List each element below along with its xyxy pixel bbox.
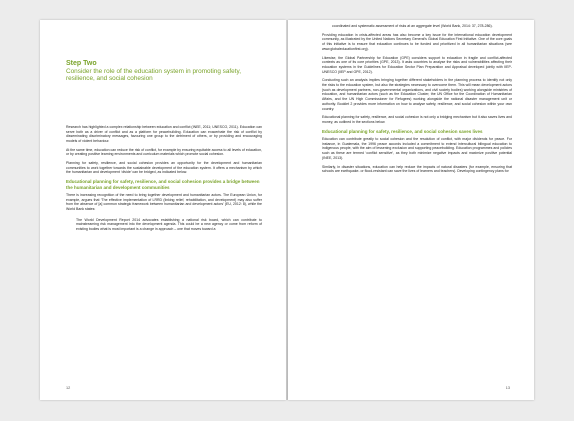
paragraph: Research has highlighted a complex relationship between education and conflict (INEE, 2011; UNESCO, 2011). Education can serve both as a driver of conflict and as a platform for peacebuilding. Education can exacerbate the risk of conflict by disseminating discriminatory messages, favouring one group to the detriment of others, or by providing and encouraging models of violent behaviour. <box>66 124 262 143</box>
paragraph: Similarly, in disaster situations, education can help reduce the impacts of natural disasters (for example, ensuring that schools are earthquake- or flood-resistant can save the lives of learners and teachers). Developing contingency plans for <box>322 164 512 174</box>
paragraph: At the same time, education can reduce the risk of conflict, for example by ensuring equitable access to all levels of education, or by creating positive learning environments and curriculum materials which promote social cohesion. <box>66 147 262 157</box>
paragraph: Education can contribute greatly to social cohesion and the resolution of conflict, with major dividends for peace. For instance, in Guatemala, the 1996 peace accords included a commitment to extend intercultural bilingual education to indigenous people, with the aim of lessening exclusion and supporting peacebuilding. Education programmes and policies such as these are termed ‘conflict sensitive’, as they both minimize negative impacts and maximize positive potential (INEE, 2013). <box>322 137 512 160</box>
step-label: Step Two <box>66 60 97 67</box>
step-title: Consider the role of the education system in promoting safety, resilience, and social cohesion <box>66 68 242 83</box>
paragraph: Providing education in crisis-affected areas has also become a key issue for the international education development community, as illustrated by the United Nations Secretary General’s Global Education First Initiative. One of the core goals of this initiative is to ensure that education continues to be funded and prioritized in all humanitarian situations (see www.globaleducationfirst.org). <box>322 32 512 51</box>
paragraph: Conducting such an analysis implies bringing together different stakeholders in the planning process to identify not only the risks to the education system, but also the strategies necessary to overcome them. This will mean development actors (such as development partners, non-governmental organizations, and civil society bodies) working alongside ministries of education, and humanitarian actors (such as the Education Cluster, the UN Office for the Coordination of Humanitarian Affairs, and the UN High Commissioner for Refugees) working alongside the national disaster management unit or authority. Booklet 2 provides more information on how to analyse safety, resilience, and social cohesion within your own country. <box>322 78 512 111</box>
right-page-content <box>322 24 512 178</box>
paragraph: Educational planning for safety, resilience, and social cohesion is not only a bridging mechanism but it also saves lives and money, as outlined in the sections below. <box>322 115 512 124</box>
section-heading: Educational planning for safety, resilience, and social cohesion saves lives <box>322 128 483 134</box>
block-quote: The World Development Report 2014 advocates establishing a national risk board, which can contribute to mainstreaming risk management into the development agenda. This could be a new agency or come from reform of existing bodies what is most important is a change in approach – one that moves toward a <box>76 217 262 232</box>
paragraph: There is increasing recognition of the need to bring together development and humanitarian actors. The European Union, for example, argues that ‘The effective implementation of LRRD (linking relief, rehabilitation, and development) may also suffer from the absence of [a] common strategic framework between humanitarian and development actors’ (EU, 2012: 8), while the World Bank states: <box>66 192 262 212</box>
section-heading: Educational planning for safety, resilience, and social cohesion provides a bridge between the humanitarian and development communities <box>66 179 260 190</box>
right-page <box>288 20 534 400</box>
paragraph: Likewise, the Global Partnership for Education (GPE) considers support to education in fragile and conflict-affected contexts as one of its core priorities (GPE, 2013). It asks countries to analyse the risks and vulnerabilities affecting their education systems in the Guidelines for Education Sector Plan Preparation and Appraisal developed jointly with IIEP-UNESCO (IIEP and GPE, 2012). <box>322 55 512 74</box>
page-number: 12 <box>66 386 71 390</box>
block-quote-continuation: coordinated and systematic assessment of risks at an aggregate level (World Bank, 2014: 37, 278-286). <box>332 24 493 28</box>
left-page-content <box>66 60 262 232</box>
paragraph: Planning for safety, resilience, and social cohesion provides an opportunity for the development and humanitarian communities to work together towards the sustainable development of the education system. It offers a mechanism by which the humanitarian and development ‘divide’ can be bridged, as indicated below. <box>66 161 262 175</box>
page-number: 13 <box>505 386 510 390</box>
left-page <box>40 20 286 400</box>
